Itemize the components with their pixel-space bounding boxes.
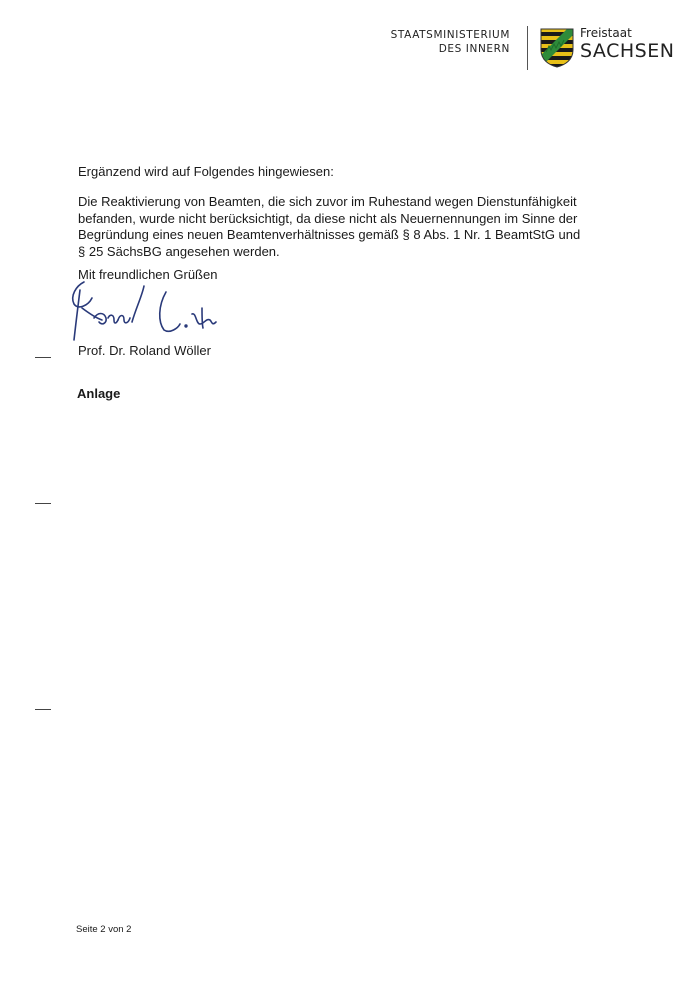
main-paragraph: Die Reaktivierung von Beamten, die sich zuvor im Ruhestand wegen Dienstunfähigkeit befanden, wurde nicht berücksichtigt, da diese nicht als Neuernennungen im Sinne der Begründung eines neuen Beamtenverhältnisses gemäß § 8 Abs. 1 Nr. 1 BeamtStG und § 25 SächsBG angesehen werden. [78,194,581,259]
state-label [580,26,674,62]
ministry-name [391,28,510,56]
attachment-label: Anlage [77,386,121,401]
fold-mark-bottom [35,709,51,710]
ministry-name-line-1: STAATSMINISTERIUM [390,29,510,41]
closing-salutation: Mit freundlichen Grüßen [78,267,218,282]
state-label-sachsen: SACHSEN [580,40,675,62]
state-label-freistaat: Freistaat [580,26,632,40]
header-divider [527,26,528,70]
intro-paragraph: Ergänzend wird auf Folgendes hingewiesen: [78,164,334,179]
saxony-coat-of-arms-icon [540,28,574,68]
ministry-name-line-2: DES INNERN [438,43,510,55]
handwritten-signature-icon [62,278,222,350]
fold-mark-top [35,357,51,358]
punch-mark-middle [35,503,51,504]
signer-name: Prof. Dr. Roland Wöller [78,343,211,358]
page-number: Seite 2 von 2 [76,924,132,935]
